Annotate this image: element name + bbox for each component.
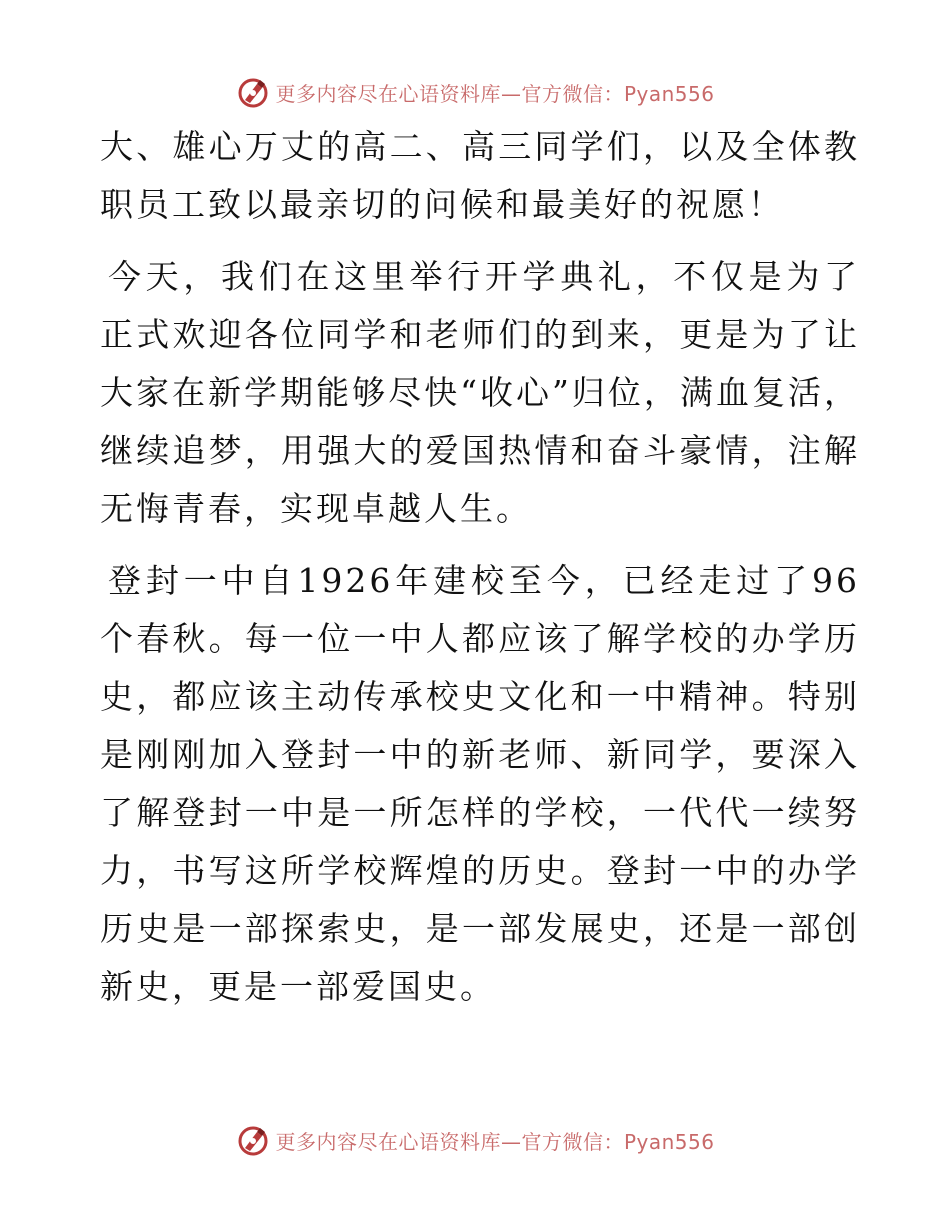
footer-text: 更多内容尽在心语资料库—官方微信：Pyan556 [275, 1129, 715, 1154]
footer-banner [0, 1120, 950, 1160]
red-pen-logo-icon [235, 74, 271, 110]
header-text: 更多内容尽在心语资料库—官方微信：Pyan556 [275, 81, 715, 106]
red-pen-logo-icon [235, 1122, 271, 1158]
header-banner [0, 72, 950, 112]
paragraph-ceremony: 今天，我们在这里举行开学典礼，不仅是为了正式欢迎各位同学和老师们的到来，更是为了让大家在新学期能够尽快“收心”归位，满血复活，继续追梦，用强大的爱国热情和奋斗豪情，注解无悔青春，实现卓越人生。 [100, 257, 860, 528]
paragraph-greeting: 大、雄心万丈的高二、高三同学们，以及全体教职员工致以最亲切的问候和最美好的祝愿！ [100, 127, 860, 224]
paragraph-school-history: 登封一中自1926年建校至今，已经走过了96个春秋。每一位一中人都应该了解学校的办学历史，都应该主动传承校史文化和一中精神。特别是刚刚加入登封一中的新老师、新同学，要深入了解登封一中是一所怎样的学校，一代代一续努力，书写这所学校辉煌的历史。登封一中的办学历史是一部探索史，是一部发展史，还是一部创新史，更是一部爱国史。 [100, 561, 860, 1006]
document-body [100, 118, 860, 1016]
